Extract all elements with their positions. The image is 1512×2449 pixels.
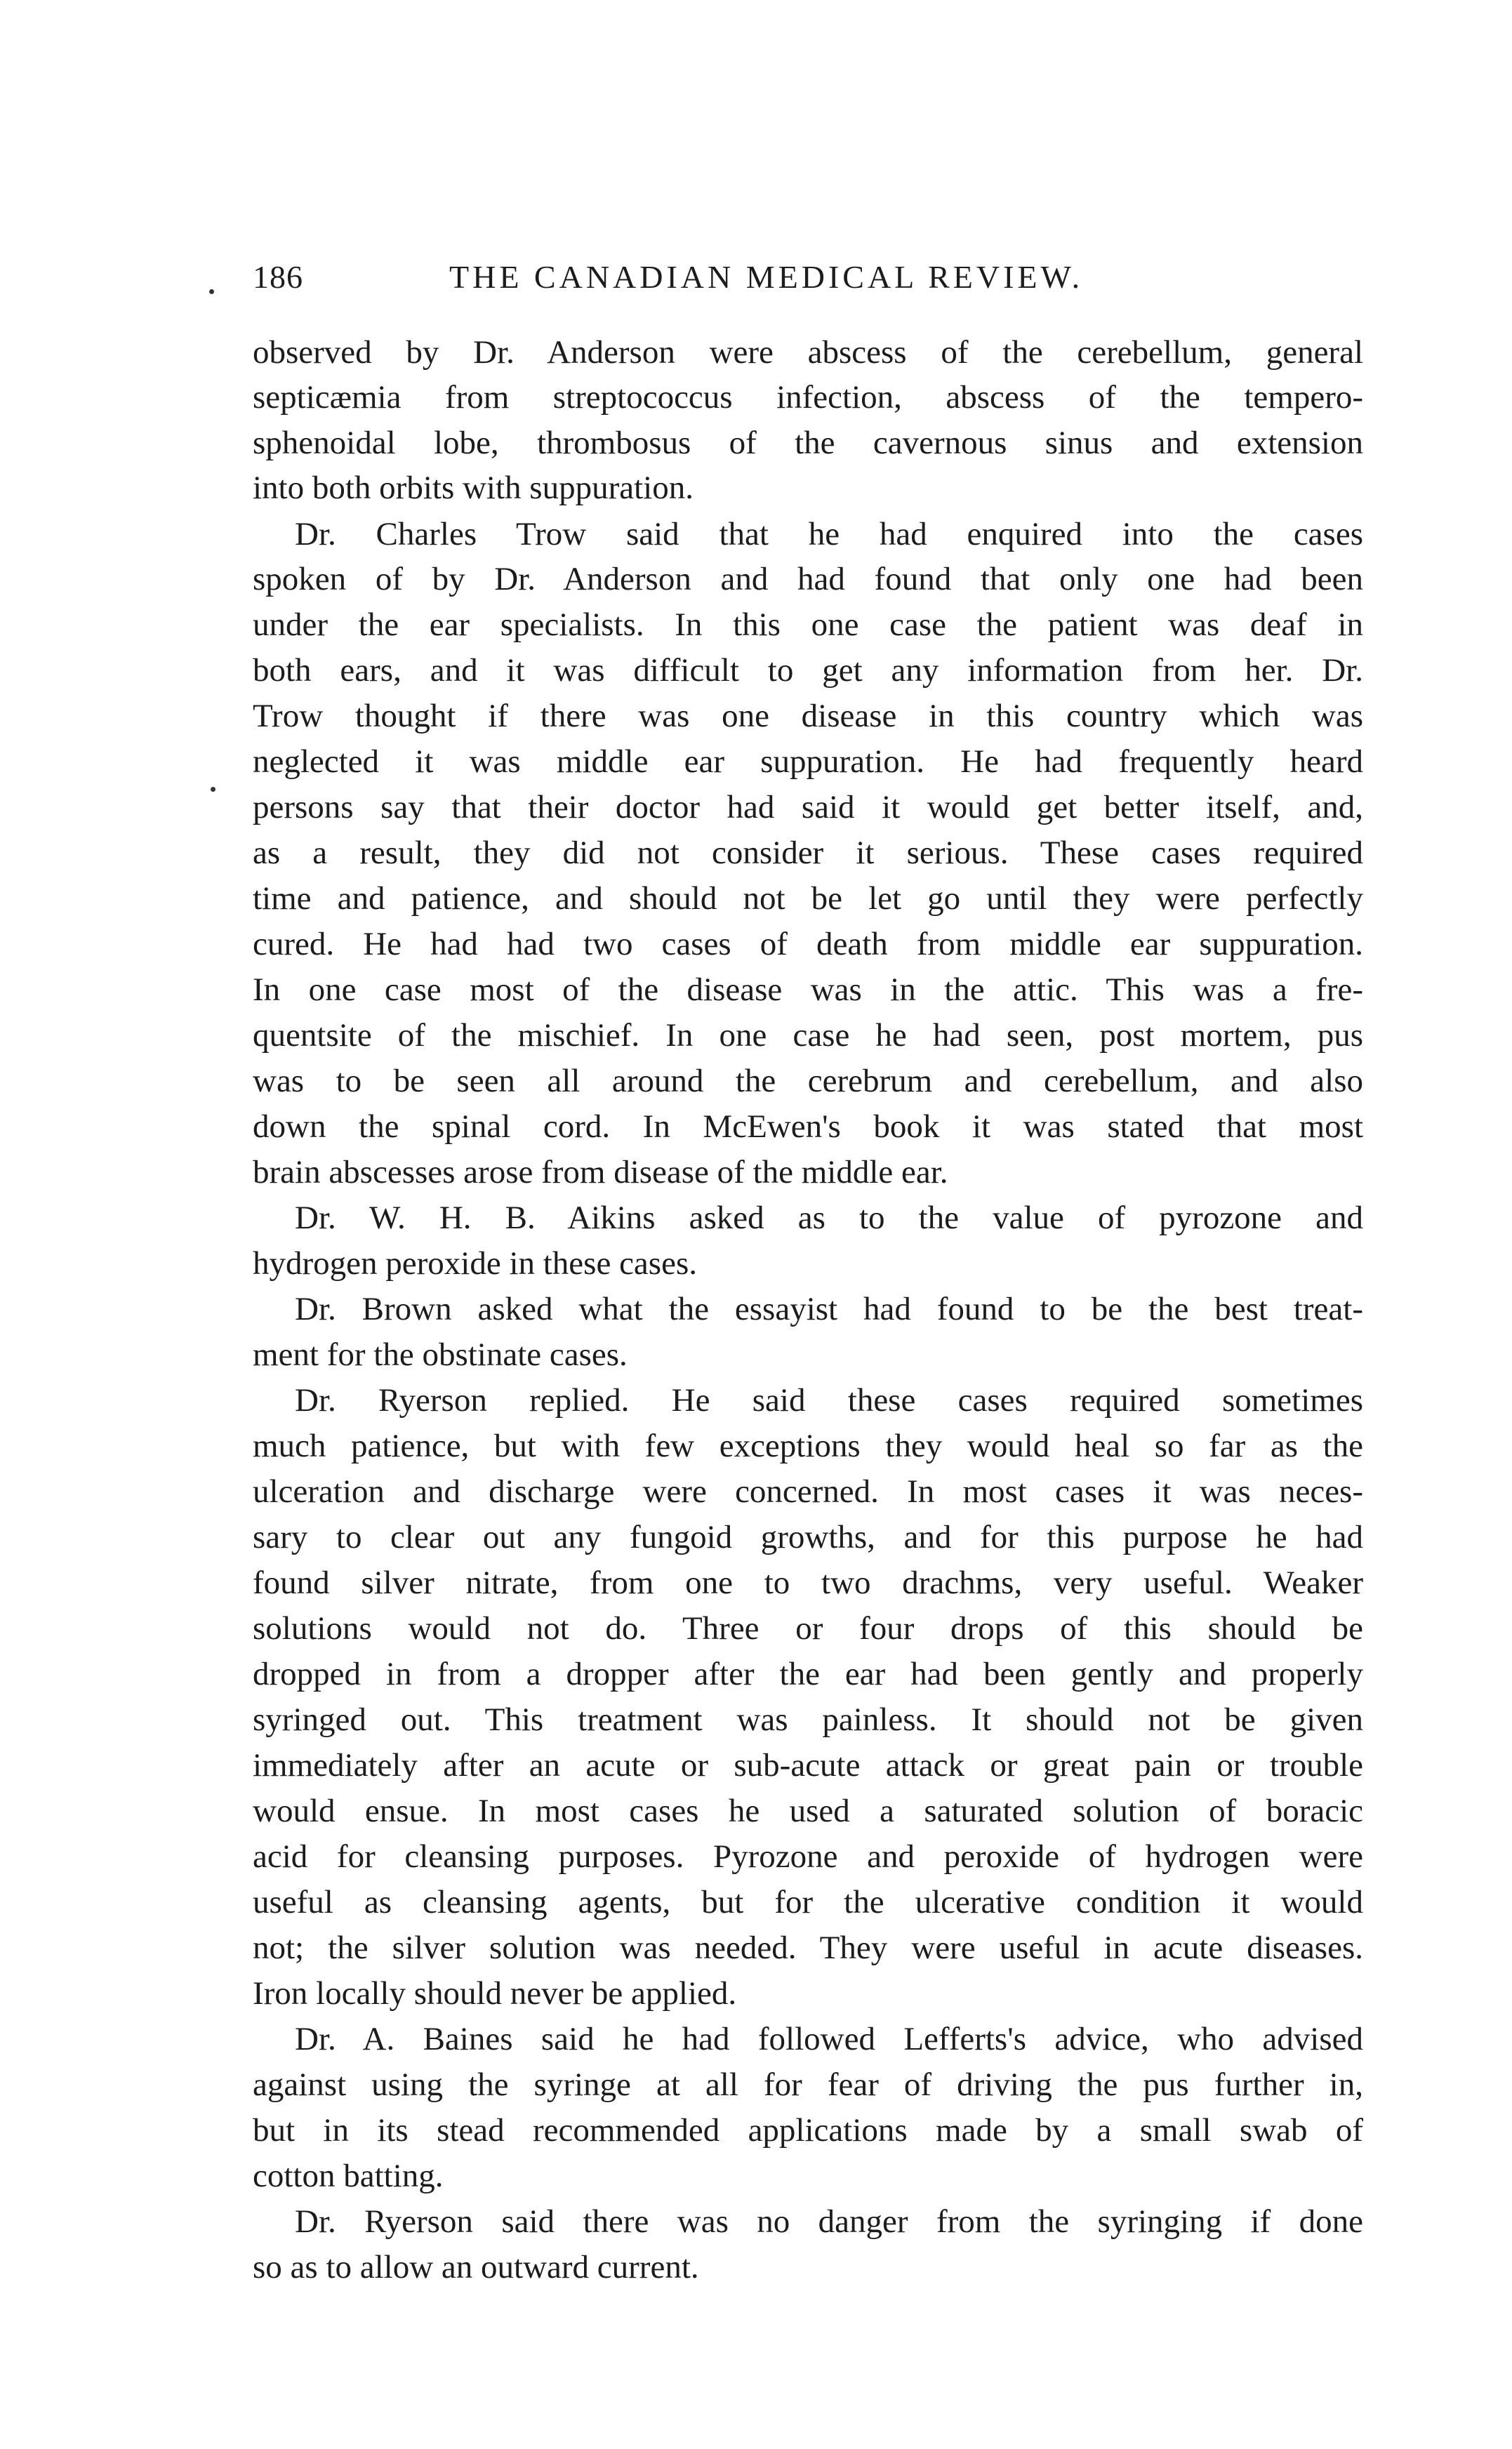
text-line: found silver nitrate, from one to two drachms, very useful. Weaker [253,1565,1363,1601]
text-line: Dr. Ryerson replied. He said these cases required sometimes [295,1382,1363,1419]
text-line: brain abscesses arose from disease of the middle ear. [253,1154,948,1190]
text-line: under the ear specialists. In this one case the patient was deaf in [253,606,1363,643]
text-line: neglected it was middle ear suppuration. He had frequently heard [253,743,1363,780]
text-line: time and patience, and should not be let go until they were perfectly [253,880,1363,917]
text-line: spoken of by Dr. Anderson and had found that only one had been [253,561,1363,597]
stray-mark [211,787,215,792]
text-line: was to be seen all around the cerebrum and cerebellum, and also [253,1063,1363,1099]
text-line: as a result, they did not consider it serious. These cases required [253,835,1363,871]
text-line: Dr. W. H. B. Aikins asked as to the value of pyrozone and [295,1200,1363,1236]
text-line: Trow thought if there was one disease in this country which was [253,698,1363,734]
text-line: but in its stead recommended applications made by a small swab of [253,2112,1363,2149]
text-line: persons say that their doctor had said it would get better itself, and, [253,789,1363,825]
text-line: dropped in from a dropper after the ear had been gently and properly [253,1656,1363,1692]
text-line: hydrogen peroxide in these cases. [253,1245,697,1282]
text-line: Iron locally should never be applied. [253,1975,737,2012]
text-line: cotton batting. [253,2158,444,2194]
page-number: 186 [253,259,303,295]
running-header [253,253,1235,302]
text-line: cured. He had had two cases of death from middle ear suppuration. [253,926,1363,962]
text-line: so as to allow an outward current. [253,2249,699,2285]
text-line: sary to clear out any fungoid growths, and for this purpose he had [253,1519,1363,1555]
text-line: observed by Dr. Anderson were abscess of the cerebellum, general [253,334,1363,371]
text-line: septicæmia from streptococcus infection, abscess of the tempero- [253,379,1363,416]
text-line: down the spinal cord. In McEwen's book it was stated that most [253,1108,1363,1145]
text-line: would ensue. In most cases he used a saturated solution of boracic [253,1793,1363,1829]
text-line: Dr. Charles Trow said that he had enquired into the cases [295,516,1363,552]
text-line: Dr. A. Baines said he had followed Lefferts's advice, who advised [295,2021,1363,2057]
text-line: against using the syringe at all for fear of driving the pus further in, [253,2066,1363,2103]
text-line: Dr. Ryerson said there was no danger from the syringing if done [295,2203,1363,2240]
text-line: not; the silver solution was needed. They were useful in acute diseases. [253,1930,1363,1966]
text-line: quentsite of the mischief. In one case he had seen, post mortem, pus [253,1017,1363,1054]
text-line: ment for the obstinate cases. [253,1336,628,1373]
text-line: acid for cleansing purposes. Pyrozone and peroxide of hydrogen were [253,1838,1363,1875]
text-line: solutions would not do. Three or four drops of this should be [253,1610,1363,1647]
text-line: both ears, and it was difficult to get any information from her. Dr. [253,652,1363,689]
journal-title: THE CANADIAN MEDICAL REVIEW. [449,259,1084,295]
text-line: ulceration and discharge were concerned. In most cases it was neces- [253,1473,1363,1510]
text-line: syringed out. This treatment was painless. It should not be given [253,1701,1363,1738]
text-line: much patience, but with few exceptions they would heal so far as the [253,1428,1363,1464]
text-line: immediately after an acute or sub-acute attack or great pain or trouble [253,1747,1363,1784]
text-line: sphenoidal lobe, thrombosus of the cavernous sinus and extension [253,425,1363,461]
text-line: into both orbits with suppuration. [253,470,694,506]
text-line: In one case most of the disease was in the attic. This was a fre- [253,971,1363,1008]
text-line: Dr. Brown asked what the essayist had found to be the best treat- [295,1291,1363,1327]
stray-mark [209,289,214,294]
text-line: useful as cleansing agents, but for the ulcerative condition it would [253,1884,1363,1920]
